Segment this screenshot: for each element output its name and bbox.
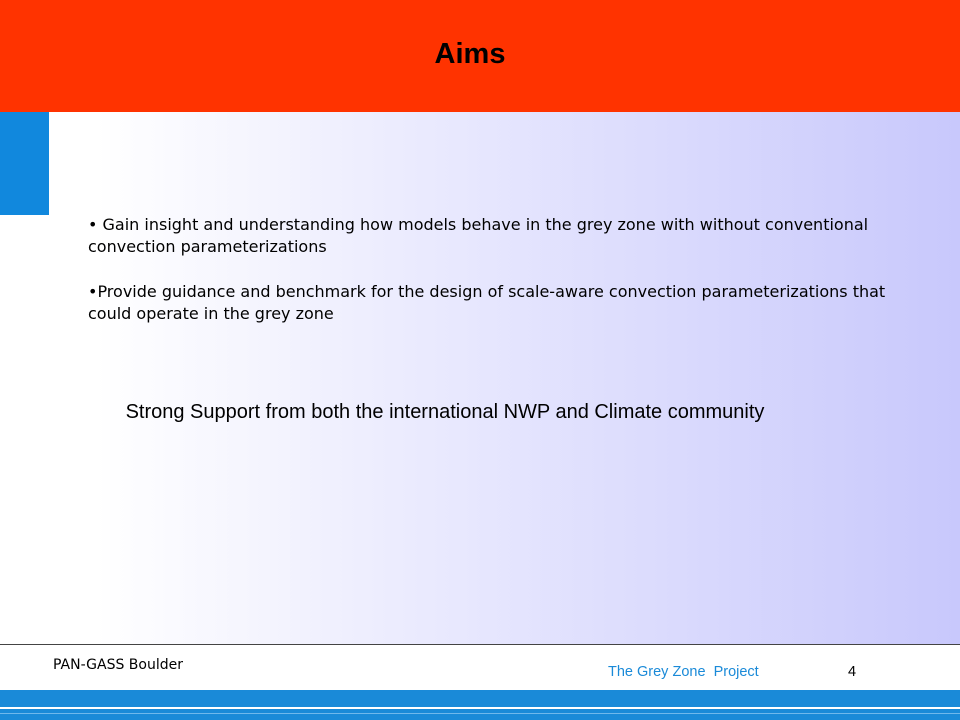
bullet-item: •Provide guidance and benchmark for the design of scale-aware convection parameterizations that could operate in the grey zone [88, 282, 886, 323]
bottom-stripe-thin [0, 713, 960, 714]
slide-title: Aims [434, 38, 506, 70]
bottom-band [0, 690, 960, 720]
footer-event-label: PAN-GASS Boulder [53, 657, 183, 673]
footer-divider [0, 644, 960, 645]
content-area [0, 112, 960, 645]
side-accent-tab [0, 112, 49, 215]
bullet-list [88, 214, 908, 348]
footer-project-label: The Grey Zone Project [608, 664, 759, 680]
bottom-stripe [0, 707, 960, 709]
bullet-item: • Gain insight and understanding how models behave in the grey zone with without conventional convection parameterizations [88, 215, 869, 256]
support-statement: Strong Support from both the international NWP and Climate community [125, 401, 765, 423]
page-number: 4 [848, 664, 857, 680]
